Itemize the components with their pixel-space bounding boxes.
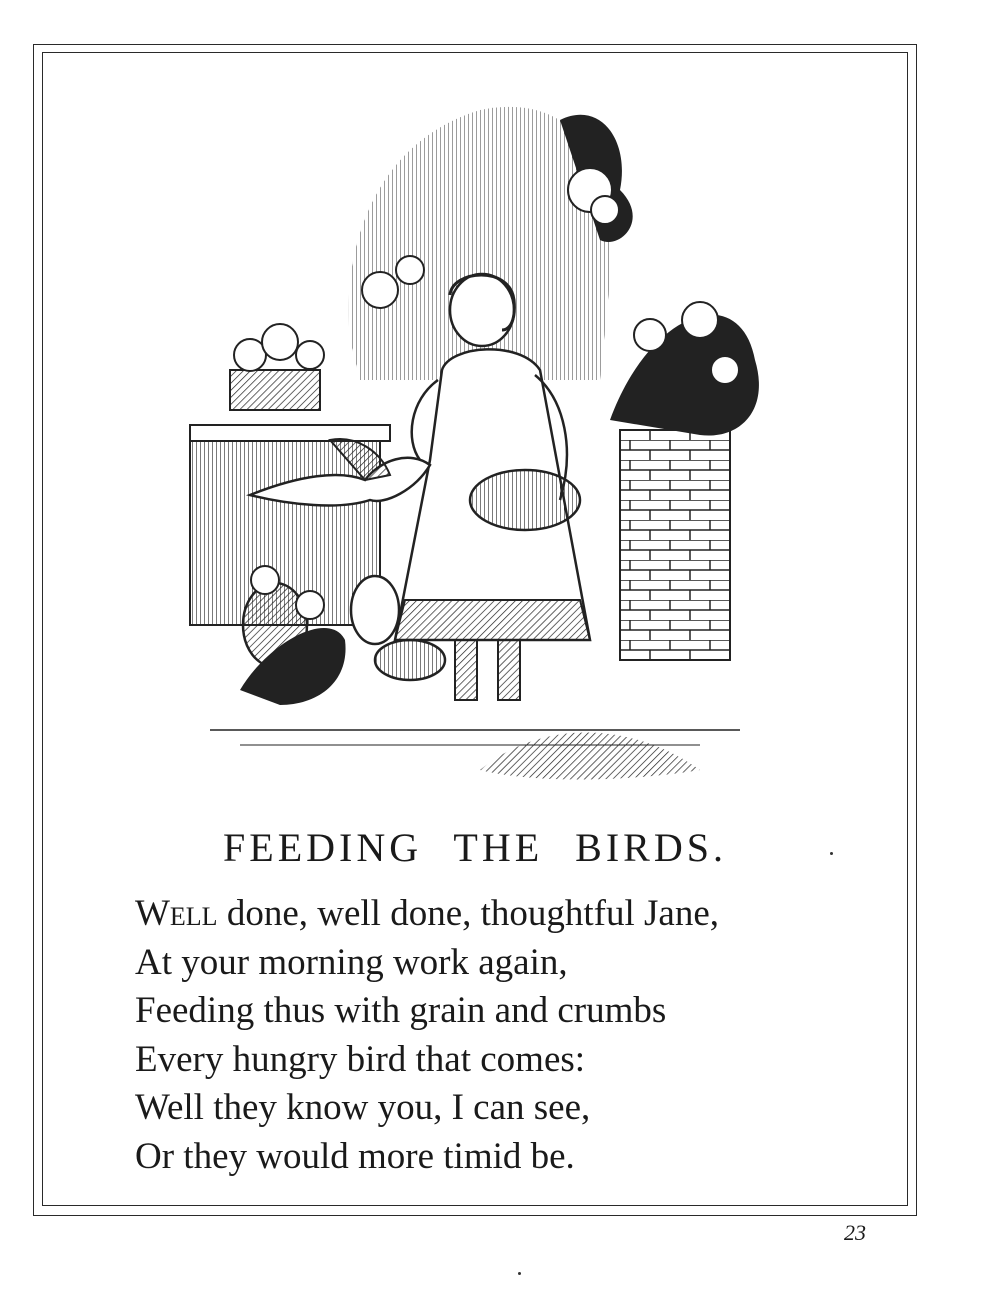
poem-body [135,890,835,1181]
page-number: 23 [844,1220,866,1245]
left-flowerpot [230,324,324,410]
poem-line-4: Every hungry bird that comes: [135,1038,586,1080]
poem-line-1 [135,890,835,939]
ground-hatching [210,730,740,779]
poem-title: FEEDING THE BIRDS. [223,825,727,870]
poem-line-6: Or they would more timid be. [135,1135,575,1177]
engraving-illustration [180,80,780,800]
ink-speck [518,1272,521,1275]
right-brick-pillar [610,302,759,660]
poem-line-2: At your morning work again, [135,941,568,983]
poem-line-1-rest: done, well done, thoughtful Jane, [217,893,720,934]
poem-line-3: Feeding thus with grain and crumbs [135,990,667,1031]
ink-speck [830,852,833,855]
poem-line-5: Well they know you, I can see, [135,1087,591,1128]
poem-opening-word: Well [135,893,218,934]
